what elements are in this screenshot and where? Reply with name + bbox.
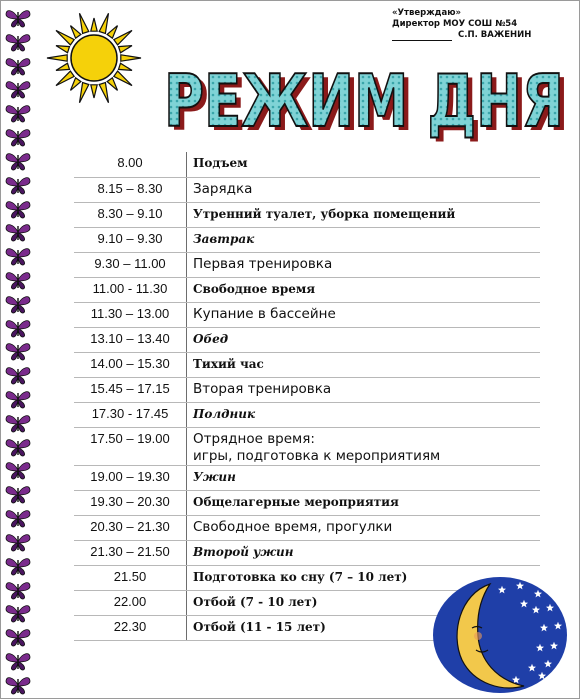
schedule-time: 17.50 – 19.00 <box>90 431 170 446</box>
schedule-activity: Подготовка ко сну (7 – 10 лет) <box>186 566 540 590</box>
schedule-row <box>74 253 540 278</box>
butterfly-icon <box>5 460 31 481</box>
approval-block <box>392 8 572 41</box>
approval-heading: «Утверждаю» <box>392 8 462 18</box>
butterfly-icon <box>5 175 31 196</box>
butterfly-icon <box>5 270 31 291</box>
schedule-time: 14.00 – 15.30 <box>90 356 170 371</box>
schedule-activity: Отрядное время: игры, подготовка к мероприятиям <box>186 428 540 465</box>
schedule-time: 22.00 <box>113 594 147 609</box>
schedule-activity: Зарядка <box>186 178 540 202</box>
butterfly-icon <box>5 127 31 148</box>
butterfly-icon <box>5 508 31 529</box>
schedule-activity: Отбой (7 - 10 лет) <box>186 591 540 615</box>
approval-position: Директор МОУ СОШ №54 <box>392 19 518 29</box>
schedule-activity: Тихий час <box>186 353 540 377</box>
schedule-time: 8.15 – 8.30 <box>97 181 163 196</box>
schedule-row <box>74 541 540 566</box>
butterfly-icon <box>5 56 31 77</box>
schedule-activity: Завтрак <box>186 228 540 252</box>
schedule-time: 17.30 - 17.45 <box>91 406 169 421</box>
butterfly-icon <box>5 103 31 124</box>
butterfly-border <box>5 8 31 696</box>
schedule-row <box>74 353 540 378</box>
butterfly-icon <box>5 484 31 505</box>
butterfly-icon <box>5 437 31 458</box>
schedule-time: 19.30 – 20.30 <box>90 494 170 509</box>
schedule-row <box>74 278 540 303</box>
schedule-row <box>74 228 540 253</box>
butterfly-icon <box>5 556 31 577</box>
schedule-activity: Купание в бассейне <box>186 303 540 327</box>
butterfly-icon <box>5 413 31 434</box>
approval-signatory: С.П. ВАЖЕНИН <box>458 30 532 40</box>
butterfly-icon <box>5 294 31 315</box>
moon-icon <box>432 576 568 694</box>
butterfly-icon <box>5 389 31 410</box>
schedule-activity: Свободное время <box>186 278 540 302</box>
schedule-row <box>74 178 540 203</box>
schedule-row <box>74 378 540 403</box>
butterfly-icon <box>5 222 31 243</box>
schedule-time: 21.30 – 21.50 <box>90 544 170 559</box>
butterfly-icon <box>5 532 31 553</box>
schedule-row <box>74 303 540 328</box>
schedule-time: 21.50 <box>113 569 147 584</box>
butterfly-icon <box>5 151 31 172</box>
page-title-shadow: РЕЖИМ ДНЯ <box>169 63 569 147</box>
schedule-activity: Полдник <box>186 403 540 427</box>
schedule-time: 11.00 - 11.30 <box>92 281 168 296</box>
schedule-activity: Ужин <box>186 466 540 490</box>
butterfly-icon <box>5 32 31 53</box>
schedule-time: 22.30 <box>113 619 147 634</box>
schedule-activity: Второй ужин <box>186 541 540 565</box>
butterfly-icon <box>5 341 31 362</box>
schedule-time: 13.10 – 13.40 <box>90 331 170 346</box>
schedule-activity: Вторая тренировка <box>186 378 540 402</box>
butterfly-icon <box>5 8 31 29</box>
schedule-activity: Обед <box>186 328 540 352</box>
schedule-activity: Утренний туалет, уборка помещений <box>186 203 540 227</box>
schedule-time: 20.30 – 21.30 <box>90 519 170 534</box>
butterfly-icon <box>5 318 31 339</box>
schedule-row <box>74 403 540 428</box>
schedule-row <box>74 428 540 466</box>
butterfly-icon <box>5 627 31 648</box>
schedule-activity: Свободное время, прогулки <box>186 516 540 540</box>
butterfly-icon <box>5 365 31 386</box>
schedule-time: 15.45 – 17.15 <box>90 381 170 396</box>
signature-line <box>392 32 452 41</box>
butterfly-icon <box>5 603 31 624</box>
schedule-time: 9.30 – 11.00 <box>94 256 166 271</box>
butterfly-icon <box>5 199 31 220</box>
page-title <box>150 50 580 150</box>
schedule-time: 19.00 – 19.30 <box>90 469 170 484</box>
butterfly-icon <box>5 675 31 696</box>
schedule-time: 11.30 – 13.00 <box>90 306 170 321</box>
schedule-table <box>74 152 540 641</box>
schedule-activity: Отбой (11 - 15 лет) <box>186 616 540 640</box>
schedule-row <box>74 466 540 491</box>
schedule-row <box>74 516 540 541</box>
butterfly-icon <box>5 79 31 100</box>
schedule-activity: Общелагерные мероприятия <box>186 491 540 515</box>
schedule-row <box>74 203 540 228</box>
page-title-text: РЕЖИМ ДНЯ <box>164 59 564 143</box>
schedule-activity: Подъем <box>186 152 540 177</box>
sun-icon <box>44 8 144 108</box>
butterfly-icon <box>5 580 31 601</box>
schedule-time: 9.10 – 9.30 <box>97 231 163 246</box>
schedule-row <box>74 328 540 353</box>
schedule-activity: Первая тренировка <box>186 253 540 277</box>
schedule-time: 8.30 – 9.10 <box>97 206 163 221</box>
schedule-row <box>74 491 540 516</box>
schedule-row <box>74 152 540 178</box>
butterfly-icon <box>5 651 31 672</box>
butterfly-icon <box>5 246 31 267</box>
schedule-time: 8.00 <box>117 155 143 170</box>
